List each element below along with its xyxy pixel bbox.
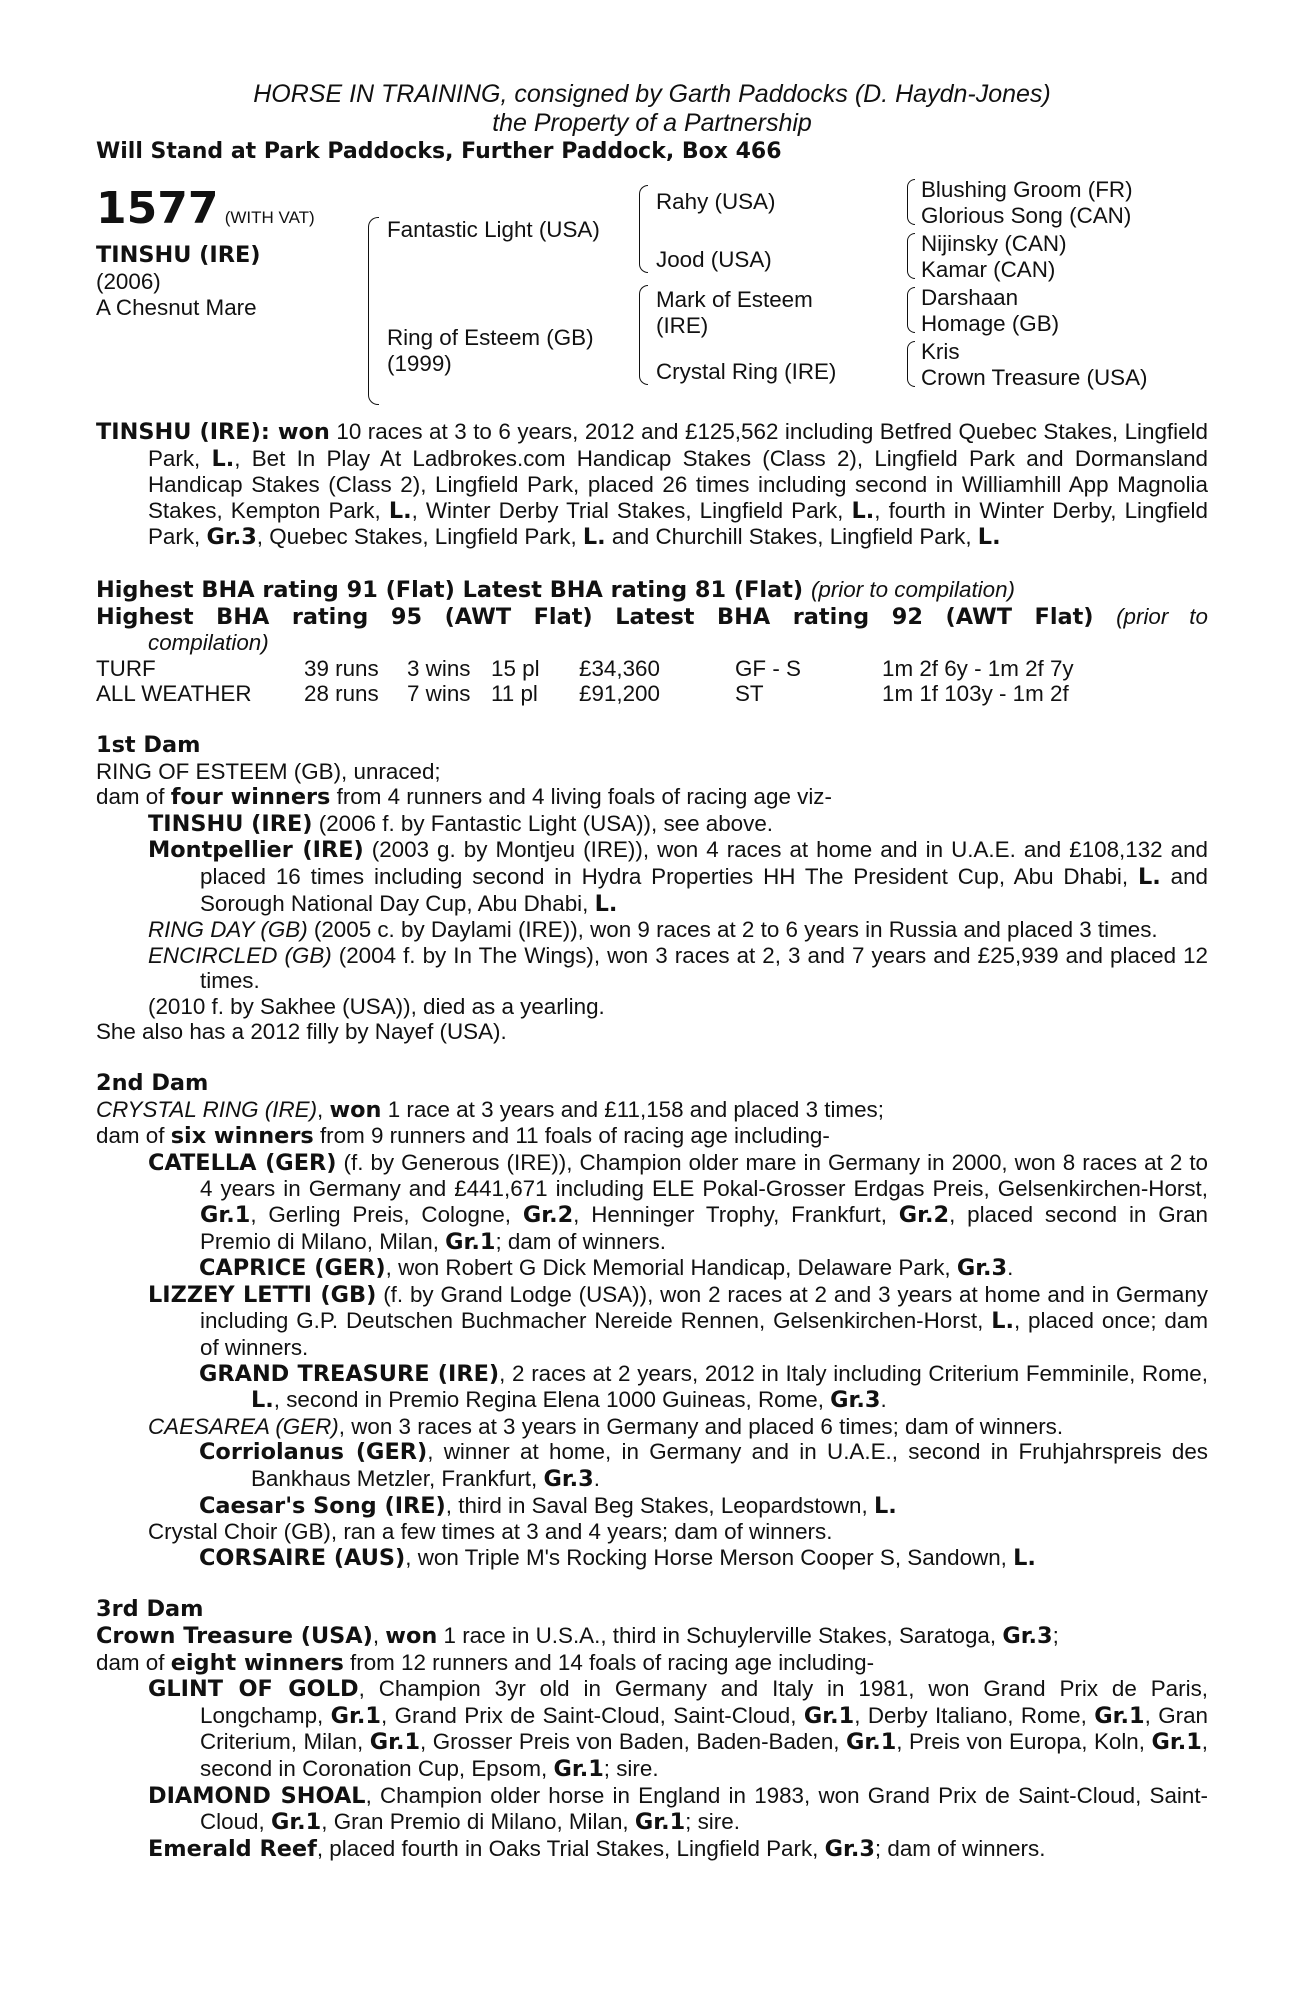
lot-description: A Chesnut Mare xyxy=(96,295,257,320)
catalogue-page xyxy=(96,80,1208,1862)
racing-record xyxy=(96,656,1074,707)
produce-entry: Montpellier (IRE) (2003 g. by Montjeu (IRE)), won 4 races at home and in U.A.E. and £108,132 and placed 16 times including second in Hydra Properties HH The President Cup, Abu Dhabi, L. and Sorough National Day Cup, Abu Dhabi, L. xyxy=(148,837,1208,917)
race-summary: TINSHU (IRE): won 10 races at 3 to 6 years, 2012 and £125,562 including Betfred Quebec Stakes, Lingfield Park, L., Bet In Play At Ladbrokes.com Handicap Stakes (Class 2), Lingfield Park and Dormansland Handicap Stakes (Class 2), Lingfield Park, placed 26 times including second in Williamhill App Magnolia Stakes, Kempton Park, L., Winter Derby Trial Stakes, Lingfield Park, L., fourth in Winter Derby, Lingfield Park, Gr.3, Quebec Stakes, Lingfield Park, L. and Churchill Stakes, Lingfield Park, L. xyxy=(96,419,1209,551)
dam-sire-country: (IRE) xyxy=(656,313,709,338)
pedigree-bracket xyxy=(368,217,379,405)
produce-entry: CAESAREA (GER), won 3 races at 3 years in Germany and placed 6 times; dam of winners. xyxy=(148,1413,1064,1439)
vat-label: (WITH VAT) xyxy=(224,208,315,227)
consignor-line: HORSE IN TRAINING, consigned by Garth Paddocks (D. Haydn-Jones) xyxy=(253,80,1051,108)
ggp-6: Homage (GB) xyxy=(921,311,1060,336)
produce-entry: Crystal Choir (GB), ran a few times at 3 and 4 years; dam of winners. xyxy=(148,1519,833,1545)
ggp-bracket-3 xyxy=(907,287,915,333)
third-dam-line: Crown Treasure (USA), won 1 race in U.S.A., third in Schuylerville Stakes, Saratoga, Gr.3; xyxy=(96,1622,1059,1649)
ggp-7: Kris xyxy=(921,339,960,364)
dam-dam: Crystal Ring (IRE) xyxy=(656,359,837,384)
produce-entry: Caesar's Song (IRE), third in Saval Beg Stakes, Leopardstown, L. xyxy=(199,1492,897,1519)
dam-year: (1999) xyxy=(387,351,452,376)
lot-heading xyxy=(96,185,315,233)
dam-bracket xyxy=(639,285,648,385)
produce-entry: ENCIRCLED (GB) (2004 f. by In The Wings), won 3 races at 2, 3 and 7 years and £25,939 and placed 12 times. xyxy=(148,942,1208,994)
rating-note-cont: compilation) xyxy=(148,630,269,656)
lot-year: (2006) xyxy=(96,269,161,294)
ggp-5: Darshaan xyxy=(921,285,1019,310)
sire-sire: Rahy (USA) xyxy=(656,189,776,214)
produce-entry: DIAMOND SHOAL, Champion older horse in England in 1983, won Grand Prix de Saint-Cloud, Saint-Cloud, Gr.1, Gran Premio di Milano, Milan, Gr.1; sire. xyxy=(148,1782,1209,1836)
ggp-bracket-2 xyxy=(907,233,915,279)
produce-entry: GRAND TREASURE (IRE), 2 races at 2 years, 2012 in Italy including Criterium Femminile, Rome, L., second in Premio Regina Elena 1000 Guineas, Rome, Gr.3. xyxy=(199,1360,1208,1414)
produce-entry: Corriolanus (GER), winner at home, in Germany and in U.A.E., second in Fruhjahrspreis des Bankhaus Metzler, Frankfurt, Gr.3. xyxy=(199,1439,1209,1492)
table-row: ALL WEATHER 28 runs 7 wins 11 pl £91,200 ST 1m 1f 103y - 1m 2f xyxy=(96,681,1069,707)
third-dam-produce: dam of eight winners from 12 runners and 14 foals of racing age including- xyxy=(96,1649,875,1676)
produce-entry: GLINT OF GOLD, Champion 3yr old in Germany and Italy in 1981, won Grand Prix de Paris, Longchamp, Gr.1, Grand Prix de Saint-Cloud, Saint-Cloud, Gr.1, Derby Italiano, Rome, Gr.1, Gran Criterium, Milan, Gr.1, Grosser Preis von Baden, Baden-Baden, Gr.1, Preis von Europa, Koln, Gr.1, second in Coronation Cup, Epsom, Gr.1; sire. xyxy=(148,1676,1209,1782)
first-dam-line: RING OF ESTEEM (GB), unraced; xyxy=(96,758,441,784)
ggp-bracket-1 xyxy=(907,179,915,225)
dam: Ring of Esteem (GB) xyxy=(387,325,594,350)
sire-dam: Jood (USA) xyxy=(656,247,772,272)
produce-entry: Emerald Reef, placed fourth in Oaks Trial Stakes, Lingfield Park, Gr.3; dam of winners. xyxy=(148,1835,1046,1862)
property-line: the Property of a Partnership xyxy=(492,109,812,137)
ggp-1: Blushing Groom (FR) xyxy=(921,177,1133,202)
sire-bracket xyxy=(639,185,648,273)
third-dam-title: 3rd Dam xyxy=(96,1596,204,1623)
produce-entry: TINSHU (IRE) (2006 f. by Fantastic Light (USA)), see above. xyxy=(148,810,774,837)
second-dam-title: 2nd Dam xyxy=(96,1070,209,1097)
ggp-bracket-4 xyxy=(907,341,915,387)
first-dam-also: She also has a 2012 filly by Nayef (USA). xyxy=(96,1019,507,1045)
rating-awt: Highest BHA rating 95 (AWT Flat) Latest BHA rating 92 (AWT Flat) (prior to xyxy=(96,603,1208,630)
produce-entry: LIZZEY LETTI (GB) (f. by Grand Lodge (USA)), won 2 races at 2 and 3 years at home and in Germany including G.P. Deutschen Buchmacher Nereide Rennen, Gelsenkirchen-Horst, L., placed once; dam of winners. xyxy=(148,1281,1209,1360)
table-row: TURF 39 runs 3 wins 15 pl £34,360 GF - S 1m 2f 6y - 1m 2f 7y xyxy=(96,655,1074,681)
first-dam-title: 1st Dam xyxy=(96,731,201,758)
second-dam-line: CRYSTAL RING (IRE), won 1 race at 3 years and £11,158 and placed 3 times; xyxy=(96,1096,884,1123)
pedigree-block xyxy=(96,177,1208,417)
ggp-8: Crown Treasure (USA) xyxy=(921,365,1148,390)
sire: Fantastic Light (USA) xyxy=(387,217,600,242)
lot-number: 1577 xyxy=(96,183,219,234)
second-dam-produce: dam of six winners from 9 runners and 11 foals of racing age including- xyxy=(96,1123,830,1150)
rating-flat: Highest BHA rating 91 (Flat) Latest BHA rating 81 (Flat) (prior to compilation) xyxy=(96,576,1016,603)
produce-entry: CATELLA (GER) (f. by Generous (IRE)), Champion older mare in Germany in 2000, won 8 races at 2 to 4 years in Germany and £441,671 including ELE Pokal-Grosser Erdgas Preis, Gelsenkirchen-Horst, Gr.1, Gerling Preis, Cologne, Gr.2, Henninger Trophy, Frankfurt, Gr.2, placed second in Gran Premio di Milano, Milan, Gr.1; dam of winners. xyxy=(148,1149,1208,1255)
produce-entry: CORSAIRE (AUS), won Triple M's Rocking Horse Merson Cooper S, Sandown, L. xyxy=(199,1544,1036,1571)
ggp-2: Glorious Song (CAN) xyxy=(921,203,1132,228)
first-dam-produce: dam of four winners from 4 runners and 4 living foals of racing age viz- xyxy=(96,784,832,811)
dam-sire: Mark of Esteem xyxy=(656,287,813,312)
ggp-3: Nijinsky (CAN) xyxy=(921,231,1067,256)
produce-entry: (2010 f. by Sakhee (USA)), died as a yearling. xyxy=(148,993,605,1019)
stand-location: Will Stand at Park Paddocks, Further Paddock, Box 466 xyxy=(96,139,782,164)
ggp-4: Kamar (CAN) xyxy=(921,257,1056,282)
produce-entry: RING DAY (GB) (2005 c. by Daylami (IRE)), won 9 races at 2 to 6 years in Russia and placed 3 times. xyxy=(148,917,1158,943)
lot-name: TINSHU (IRE) xyxy=(96,242,261,268)
produce-entry: CAPRICE (GER), won Robert G Dick Memorial Handicap, Delaware Park, Gr.3. xyxy=(199,1255,1014,1282)
